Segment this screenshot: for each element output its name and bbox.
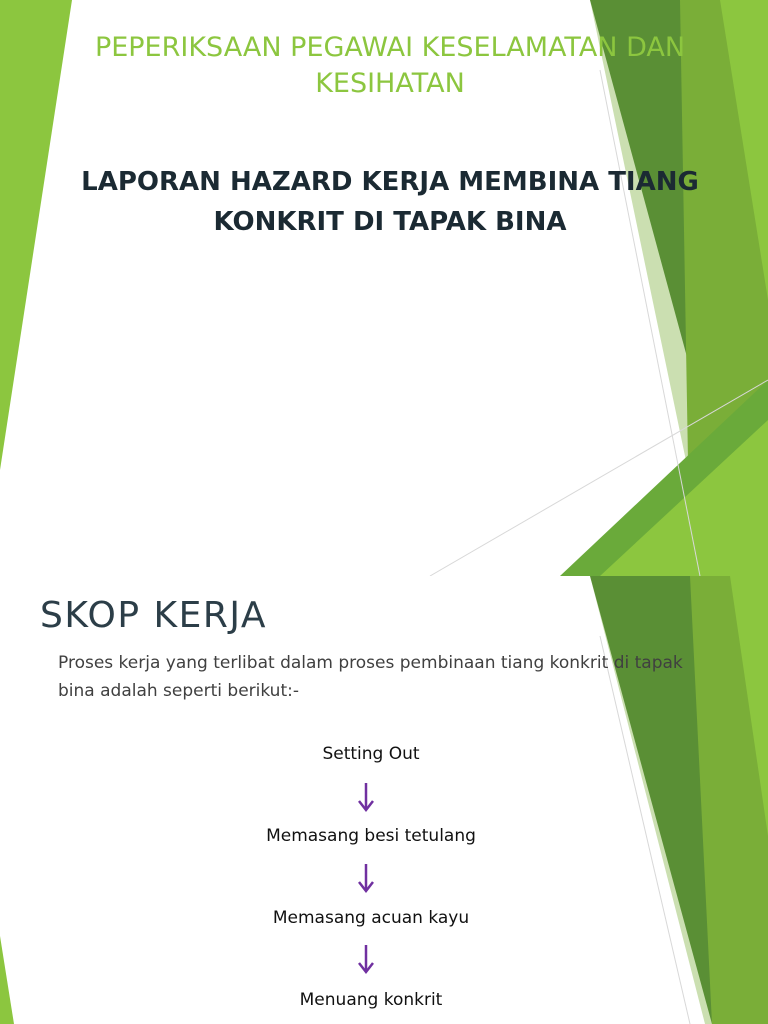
step-2: Memasang besi tetulang (266, 826, 476, 846)
step-4: Menuang konkrit (299, 990, 443, 1010)
step-3: Memasang acuan kayu (272, 908, 470, 928)
down-arrow-icon (357, 781, 375, 813)
slide1-subtitle: LAPORAN HAZARD KERJA MEMBINA TIANG KONKRIT DI TAPAK BINA (81, 167, 699, 237)
step-1: Setting Out (322, 744, 420, 764)
down-arrow-icon (357, 862, 375, 894)
left-bottom-shape (0, 936, 14, 1024)
scope-slide (0, 576, 768, 1024)
slide2-background-shapes (0, 576, 768, 1024)
slide2-intro: Proses kerja yang terlibat dalam proses pembinaan tiang konkrit di tapak bina adalah seperti berikut:- (58, 653, 683, 701)
slide1-title: PEPERIKSAAN PEGAWAI KESELAMATAN DAN KESIHATAN (94, 32, 686, 99)
slide2-title: SKOP KERJA (40, 595, 267, 636)
down-arrow-icon (357, 943, 375, 975)
